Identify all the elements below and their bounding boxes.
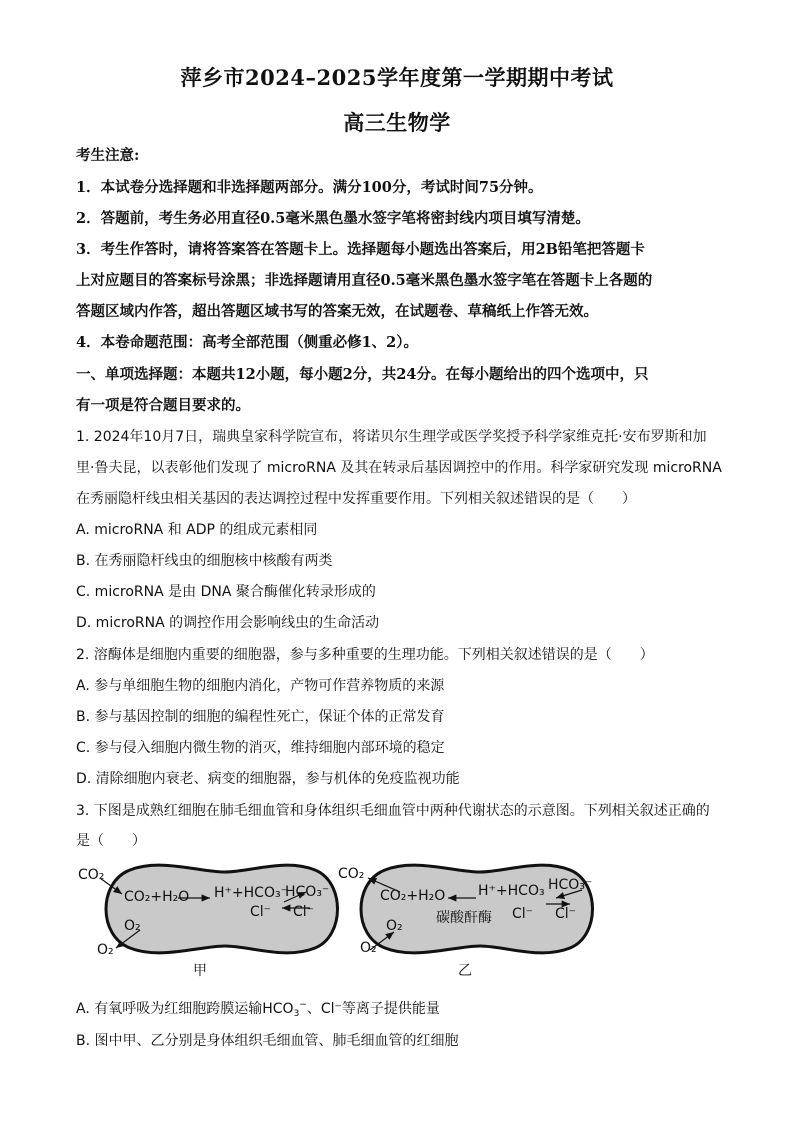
option-a-text: A. 有氧呼吸为红细胞跨膜运输 (76, 1001, 263, 1017)
question-2-stem: 2. 溶酶体是细胞内重要的细胞器，参与多种重要的生理功能。下列相关叙述错误的是（ ） (76, 647, 654, 663)
question-1-stem: 1. 2024年10月7日，瑞典皇家科学院宣布，将诺贝尔生理学或医学奖授予科学家维克托·安布罗斯和加 (76, 429, 707, 445)
right-enzyme-label: 碳酸酐酶 (436, 910, 492, 926)
option-a-ion-sup: − (299, 1000, 307, 1010)
note-item: 答题区域内作答，超出答题区域书写的答案无效，在试题卷、草稿纸上作答无效。 (76, 303, 598, 320)
option-a-text-end: 、Cl⁻等离子提供能量 (306, 1001, 440, 1017)
right-hco3-label: HCO₃⁻ (548, 877, 593, 893)
right-products-label: H⁺+HCO₃ (478, 883, 545, 899)
note-item: 3．考生作答时，请将答案答在答题卡上。选择题每小题选出答案后，用2B铅笔把答题卡 (76, 241, 645, 258)
left-o2-in-label: O₂ (124, 918, 141, 934)
left-products-label: H⁺+HCO₃⁻ (214, 885, 288, 901)
right-co2-label: CO₂ (338, 866, 365, 882)
option-a-ion: HCO (262, 1001, 294, 1017)
right-cl-out-label: Cl⁻ (555, 906, 577, 922)
question-3-stem: 3. 下图是成熟红细胞在肺毛细血管和身体组织毛细血管中两种代谢状态的示意图。下列相关叙述正确的 (76, 803, 710, 819)
right-o2-out-label: O₂ (360, 940, 377, 956)
question-3-stem: 是（ ） (76, 833, 146, 849)
diagram-caption-jia: 甲 (193, 963, 207, 979)
question-2-option-a: A. 参与单细胞生物的细胞内消化，产物可作营养物质的来源 (76, 678, 445, 694)
question-2-option-b: B. 参与基因控制的细胞的编程性死亡，保证个体的正常发育 (76, 709, 445, 725)
section-heading-cont: 有一项是符合题目要求的。 (76, 397, 250, 414)
question-3-option-b: B. 图中甲、乙分别是身体组织毛细血管、肺毛细血管的红细胞 (76, 1033, 459, 1049)
question-1-stem: 在秀丽隐杆线虫相关基因的表达调控过程中发挥重要作用。下列相关叙述错误的是（ ） (76, 491, 636, 507)
note-item: 1．本试卷分选择题和非选择题两部分。满分100分，考试时间75分钟。 (76, 179, 543, 196)
question-3-option-a (76, 995, 726, 1024)
notes-heading: 考生注意: (76, 147, 140, 164)
left-hco3-label: HCO₃⁻ (285, 884, 330, 900)
note-item: 2．答题前，考生务必用直径0.5毫米黑色墨水签字笔将密封线内项目填写清楚。 (76, 210, 590, 227)
question-1-stem: 里·鲁夫昆，以表彰他们发现了 microRNA 及其在转录后基因调控中的作用。科学家研究发现 microRNA (76, 460, 722, 476)
question-2-option-d: D. 清除细胞内衰老、病变的细胞器，参与机体的免疫监视功能 (76, 771, 460, 787)
left-co2-label: CO₂ (78, 867, 105, 883)
question-1-option-b: B. 在秀丽隐杆线虫的细胞核中核酸有两类 (76, 553, 333, 569)
right-reaction-label: CO₂+H₂O (380, 888, 446, 904)
left-reaction-label: CO₂+H₂O (124, 889, 190, 905)
left-cl-in-label: Cl⁻ (250, 904, 272, 920)
note-item: 4．本卷命题范围：高考全部范围（侧重必修1、2）。 (76, 334, 419, 351)
diagram-caption-yi: 乙 (458, 963, 472, 979)
exam-title: 萍乡市2024–2025学年度第一学期期中考试 (180, 65, 614, 90)
exam-subject: 高三生物学 (343, 110, 451, 135)
question-1-option-a: A. microRNA 和 ADP 的组成元素相同 (76, 522, 318, 538)
question-1-option-c: C. microRNA 是由 DNA 聚合酶催化转录形成的 (76, 584, 376, 600)
right-cl-in-label: Cl⁻ (512, 906, 534, 922)
question-2-option-c: C. 参与侵入细胞内微生物的消灭，维持细胞内部环境的稳定 (76, 740, 445, 756)
left-o2-out-label: O₂ (97, 942, 114, 958)
left-cl-out-label: Cl⁻ (293, 904, 315, 920)
right-o2-in-label: O₂ (386, 918, 403, 934)
note-item: 上对应题目的答案标号涂黑；非选择题请用直径0.5毫米黑色墨水签字笔在答题卡上各题的 (76, 272, 653, 289)
section-heading: 一、单项选择题：本题共12小题，每小题2分，共24分。在每小题给出的四个选项中，只 (76, 366, 649, 383)
question-1-option-d: D. microRNA 的调控作用会影响线虫的生命活动 (76, 615, 380, 631)
option-a-ion-sub: 3 (293, 1009, 300, 1019)
